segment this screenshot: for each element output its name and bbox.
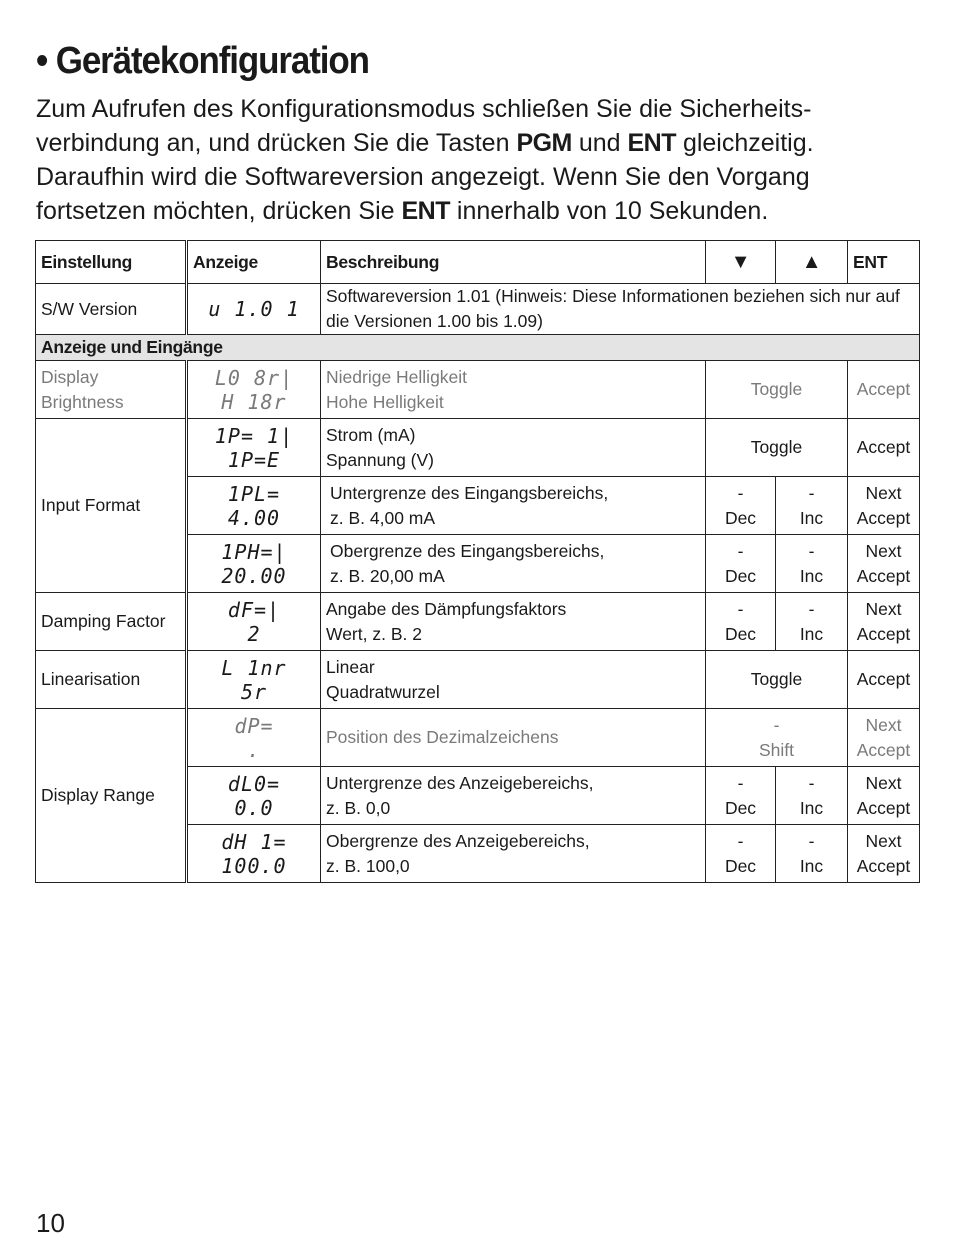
up-label: Inc [799,797,824,818]
display-readout [187,477,321,535]
description-line: Angabe des Dämpfungsfaktors [326,598,567,619]
ent-action [848,767,920,825]
ent-action: Accept [848,361,920,419]
description-line: Obergrenze des Anzeigebereichs, [326,830,590,851]
description-cell [321,419,706,477]
dash: - [737,772,744,793]
display-readout [187,651,321,709]
readout-line: 5r [240,679,268,704]
display-readout [187,825,321,883]
readout-line: H 18r [221,389,287,414]
table-row [36,284,920,335]
description-cell [321,767,706,825]
readout-line: 1P= 1| [214,423,294,448]
readout-line: 1P=E [227,447,281,472]
up-action [776,477,848,535]
description-line: Hohe Helligkeit [326,391,444,412]
readout-line: dH 1= [221,829,287,854]
table-row [36,419,920,477]
description-line: Untergrenze des Eingangsbereichs, [330,482,609,503]
up-action [776,535,848,593]
readout-line: 1PL= [227,481,281,506]
dash: - [737,598,744,619]
intro-text: und [571,129,628,157]
display-readout [187,767,321,825]
setting-input-format: Input Format [36,419,187,593]
description-cell [321,825,706,883]
page-number: 10 [36,1208,65,1238]
readout-line: dP= [234,713,274,738]
description-cell [321,651,706,709]
down-action [706,825,776,883]
intro-text: innerhalb von 10 Sekunden. [449,197,769,225]
readout-line: L 1nr [221,655,287,680]
description-line: z. B. 4,00 mA [330,507,436,528]
shift-label: Shift [758,739,795,760]
description-line: Untergrenze des Anzeigebereichs, [326,772,594,793]
readout-line: dL0= [227,771,281,796]
dash: - [808,772,815,793]
description-cell [321,593,706,651]
description-line: z. B. 100,0 [326,855,410,876]
description-cell [321,477,706,535]
ent-action [848,593,920,651]
intro-paragraph [36,92,926,228]
down-action [706,593,776,651]
display-readout: u 1.0 1 [187,284,321,335]
ent-label: Next [865,772,902,793]
up-label: Inc [799,623,824,644]
description-cell: Position des Dezimalzeichens [321,709,706,767]
ent-action: Accept [848,419,920,477]
page-title: • Gerätekonfiguration [36,40,369,82]
configuration-table [35,240,920,883]
up-action [776,767,848,825]
down-arrow-icon: ▼ [706,241,776,284]
readout-line: dF=| [227,597,281,622]
description-line: Quadratwurzel [326,681,440,702]
readout-line: 2 [247,621,261,646]
intro-text: gleichzeitig. Daraufhin wird die Softwareversion angezeigt. Wenn Sie den Vorgang fortsetzen möchten, drücken Sie [36,129,814,225]
down-label: Dec [724,855,757,876]
table-row [36,709,920,767]
description-line: Niedrige Helligkeit [326,366,468,387]
ent-label: Accept [856,623,911,644]
up-arrow-icon: ▲ [776,241,848,284]
up-action [776,593,848,651]
ent-label: Next [865,540,902,561]
table-row [36,361,920,419]
down-action [706,767,776,825]
description-line: Obergrenze des Eingangsbereichs, [330,540,605,561]
description-line: Linear [326,656,375,677]
up-label: Inc [799,565,824,586]
dash: - [737,540,744,561]
display-readout [187,419,321,477]
dash: - [737,482,744,503]
ent-action: Accept [848,651,920,709]
ent-label: Next [865,482,902,503]
setting-damping-factor: Damping Factor [36,593,187,651]
up-label: Inc [799,507,824,528]
ent-label: Next [865,714,902,735]
toggle-action: Toggle [706,651,848,709]
ent-label: Next [865,598,902,619]
intro-text: Zum Aufrufen des Konfigurationsmodus schließen Sie die Sicherheits-verbindung an, und drücken Sie die Tasten [36,95,812,157]
toggle-action: Toggle [706,361,848,419]
setting-linearisation: Linearisation [36,651,187,709]
readout-line: 20.00 [221,563,287,588]
description-line: Wert, z. B. 2 [326,623,422,644]
description-cell [321,361,706,419]
up-label: Inc [799,855,824,876]
header-setting: Einstellung [36,241,187,284]
readout-line: 100.0 [221,853,287,878]
display-readout [187,535,321,593]
readout-line: 0.0 [234,795,274,820]
ent-label: Accept [856,507,911,528]
readout-line: . [247,737,261,762]
ent-label: Next [865,830,902,851]
key-pgm: PGM [516,129,572,157]
ent-action [848,477,920,535]
display-readout [187,593,321,651]
header-display: Anzeige [187,241,321,284]
key-ent: ENT [401,197,450,225]
ent-label: Accept [856,565,911,586]
header-ent: ENT [848,241,920,284]
toggle-action: Toggle [706,419,848,477]
shift-action [706,709,848,767]
ent-action [848,825,920,883]
setting-display-brightness: Display Brightness [36,361,187,419]
description-line: Spannung (V) [326,449,434,470]
description-line: z. B. 20,00 mA [330,565,445,586]
setting-sw-version: S/W Version [36,284,187,335]
readout-line: 1PH=| [221,539,287,564]
key-ent: ENT [627,129,676,157]
up-action [776,825,848,883]
dash: - [737,830,744,851]
ent-label: Accept [856,739,911,760]
down-action [706,477,776,535]
down-label: Dec [724,623,757,644]
dash: - [808,598,815,619]
dash: - [808,482,815,503]
down-action [706,535,776,593]
description-cell [321,535,706,593]
description-line: Strom (mA) [326,424,416,445]
table-row [36,651,920,709]
ent-label: Accept [856,855,911,876]
section-title: Anzeige und Eingänge [36,335,920,361]
header-description: Beschreibung [321,241,706,284]
table-header-row [36,241,920,284]
dash: - [808,830,815,851]
dash: - [808,540,815,561]
table-row [36,593,920,651]
ent-action [848,535,920,593]
display-readout [187,361,321,419]
readout-line: 4.00 [227,505,281,530]
down-label: Dec [724,797,757,818]
display-readout [187,709,321,767]
down-label: Dec [724,565,757,586]
ent-action [848,709,920,767]
dash: - [773,714,780,735]
setting-display-range: Display Range [36,709,187,883]
readout-line: L0 8r| [214,365,294,390]
ent-label: Accept [856,797,911,818]
section-row [36,335,920,361]
description-line: z. B. 0,0 [326,797,391,818]
down-label: Dec [724,507,757,528]
description-cell: Softwareversion 1.01 (Hinweis: Diese Informationen beziehen sich nur auf die Versionen 1.00 bis 1.09) [321,284,920,335]
